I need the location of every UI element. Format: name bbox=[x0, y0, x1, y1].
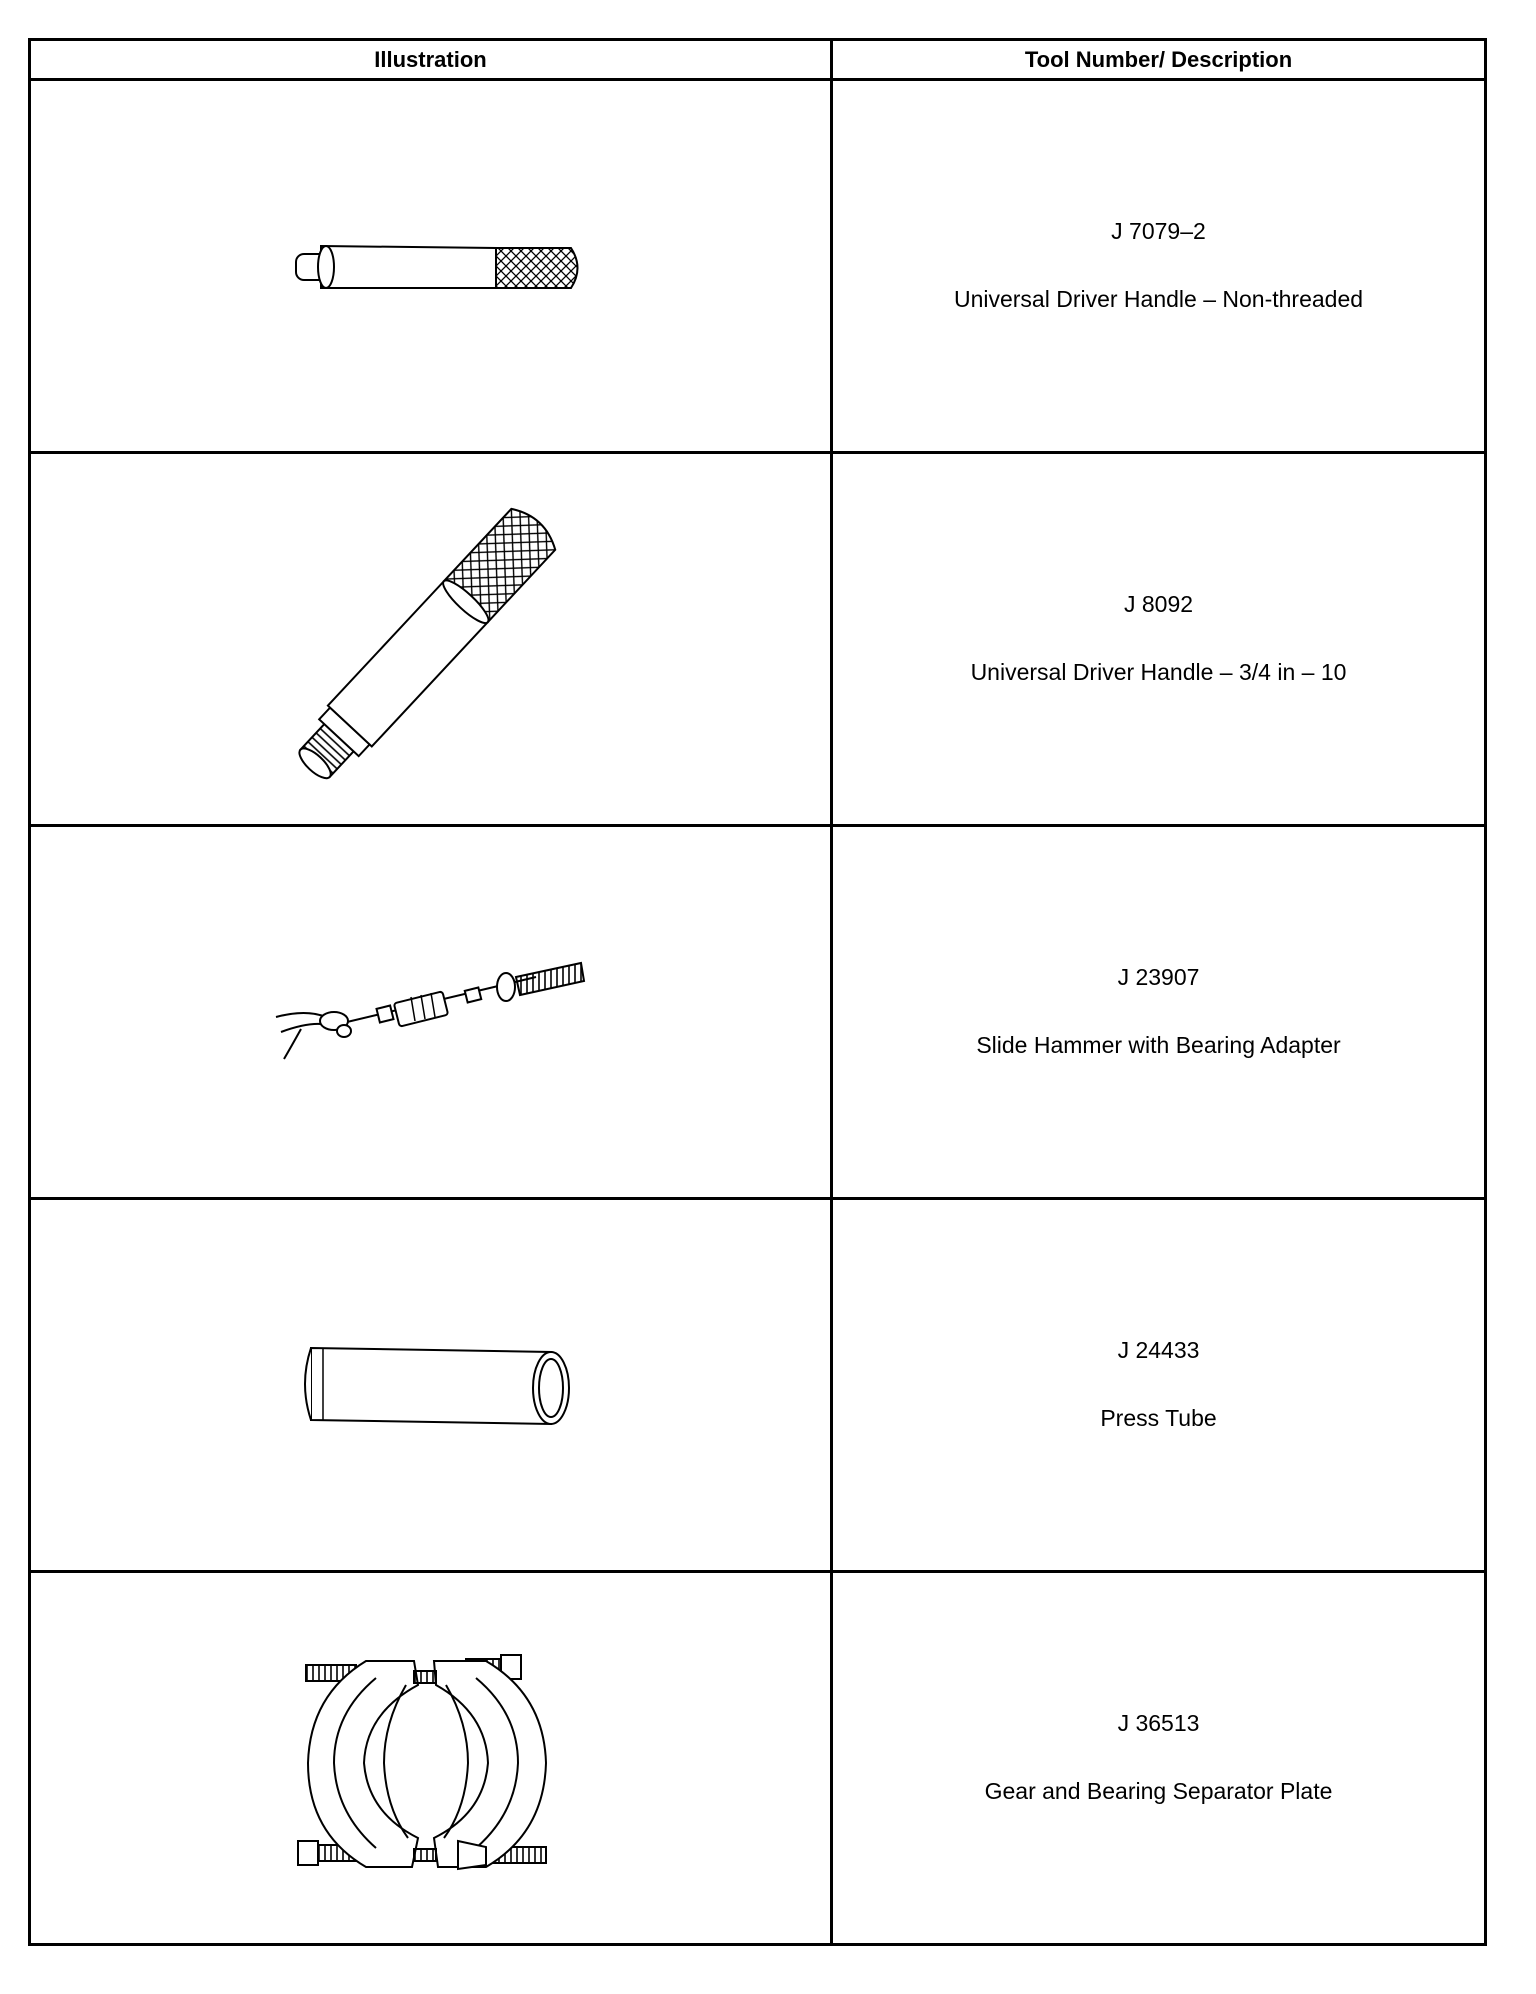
tool-description-cell bbox=[832, 1572, 1486, 1945]
illustration-cell bbox=[30, 80, 832, 453]
driver-handle-non-threaded-icon bbox=[266, 226, 596, 306]
driver-handle-threaded-icon bbox=[271, 484, 591, 794]
tool-description-cell bbox=[832, 80, 1486, 453]
table-row bbox=[30, 1199, 1486, 1572]
table-row bbox=[30, 1572, 1486, 1945]
tool-header: Tool Number/ Description bbox=[832, 40, 1486, 80]
tool-description: Universal Driver Handle – Non-threaded bbox=[953, 286, 1364, 312]
illustration-cell bbox=[30, 1199, 832, 1572]
slide-hammer-icon bbox=[266, 947, 596, 1077]
tool-number: J 36513 bbox=[1117, 1710, 1200, 1737]
table-row bbox=[30, 826, 1486, 1199]
tool-number: J 8092 bbox=[1123, 591, 1194, 618]
illustration-cell bbox=[30, 826, 832, 1199]
table-header-row bbox=[30, 40, 1486, 80]
press-tube-icon bbox=[281, 1330, 581, 1440]
tool-description-cell bbox=[832, 1199, 1486, 1572]
tool-description: Universal Driver Handle – 3/4 in – 10 bbox=[970, 659, 1347, 685]
tool-description-cell bbox=[832, 826, 1486, 1199]
tool-description: Press Tube bbox=[1100, 1405, 1217, 1431]
tool-number: J 24433 bbox=[1117, 1337, 1200, 1364]
illustration-cell bbox=[30, 1572, 832, 1945]
illustration-cell bbox=[30, 453, 832, 826]
tool-description-cell bbox=[832, 453, 1486, 826]
table-row bbox=[30, 80, 1486, 453]
tool-description: Gear and Bearing Separator Plate bbox=[984, 1778, 1333, 1804]
table-row bbox=[30, 453, 1486, 826]
special-tools-table bbox=[28, 38, 1487, 1946]
tool-number: J 7079–2 bbox=[1111, 218, 1206, 245]
separator-plate-icon bbox=[286, 1633, 576, 1883]
tool-number: J 23907 bbox=[1117, 964, 1200, 991]
tool-description: Slide Hammer with Bearing Adapter bbox=[976, 1032, 1341, 1058]
illustration-header: Illustration bbox=[30, 40, 832, 80]
